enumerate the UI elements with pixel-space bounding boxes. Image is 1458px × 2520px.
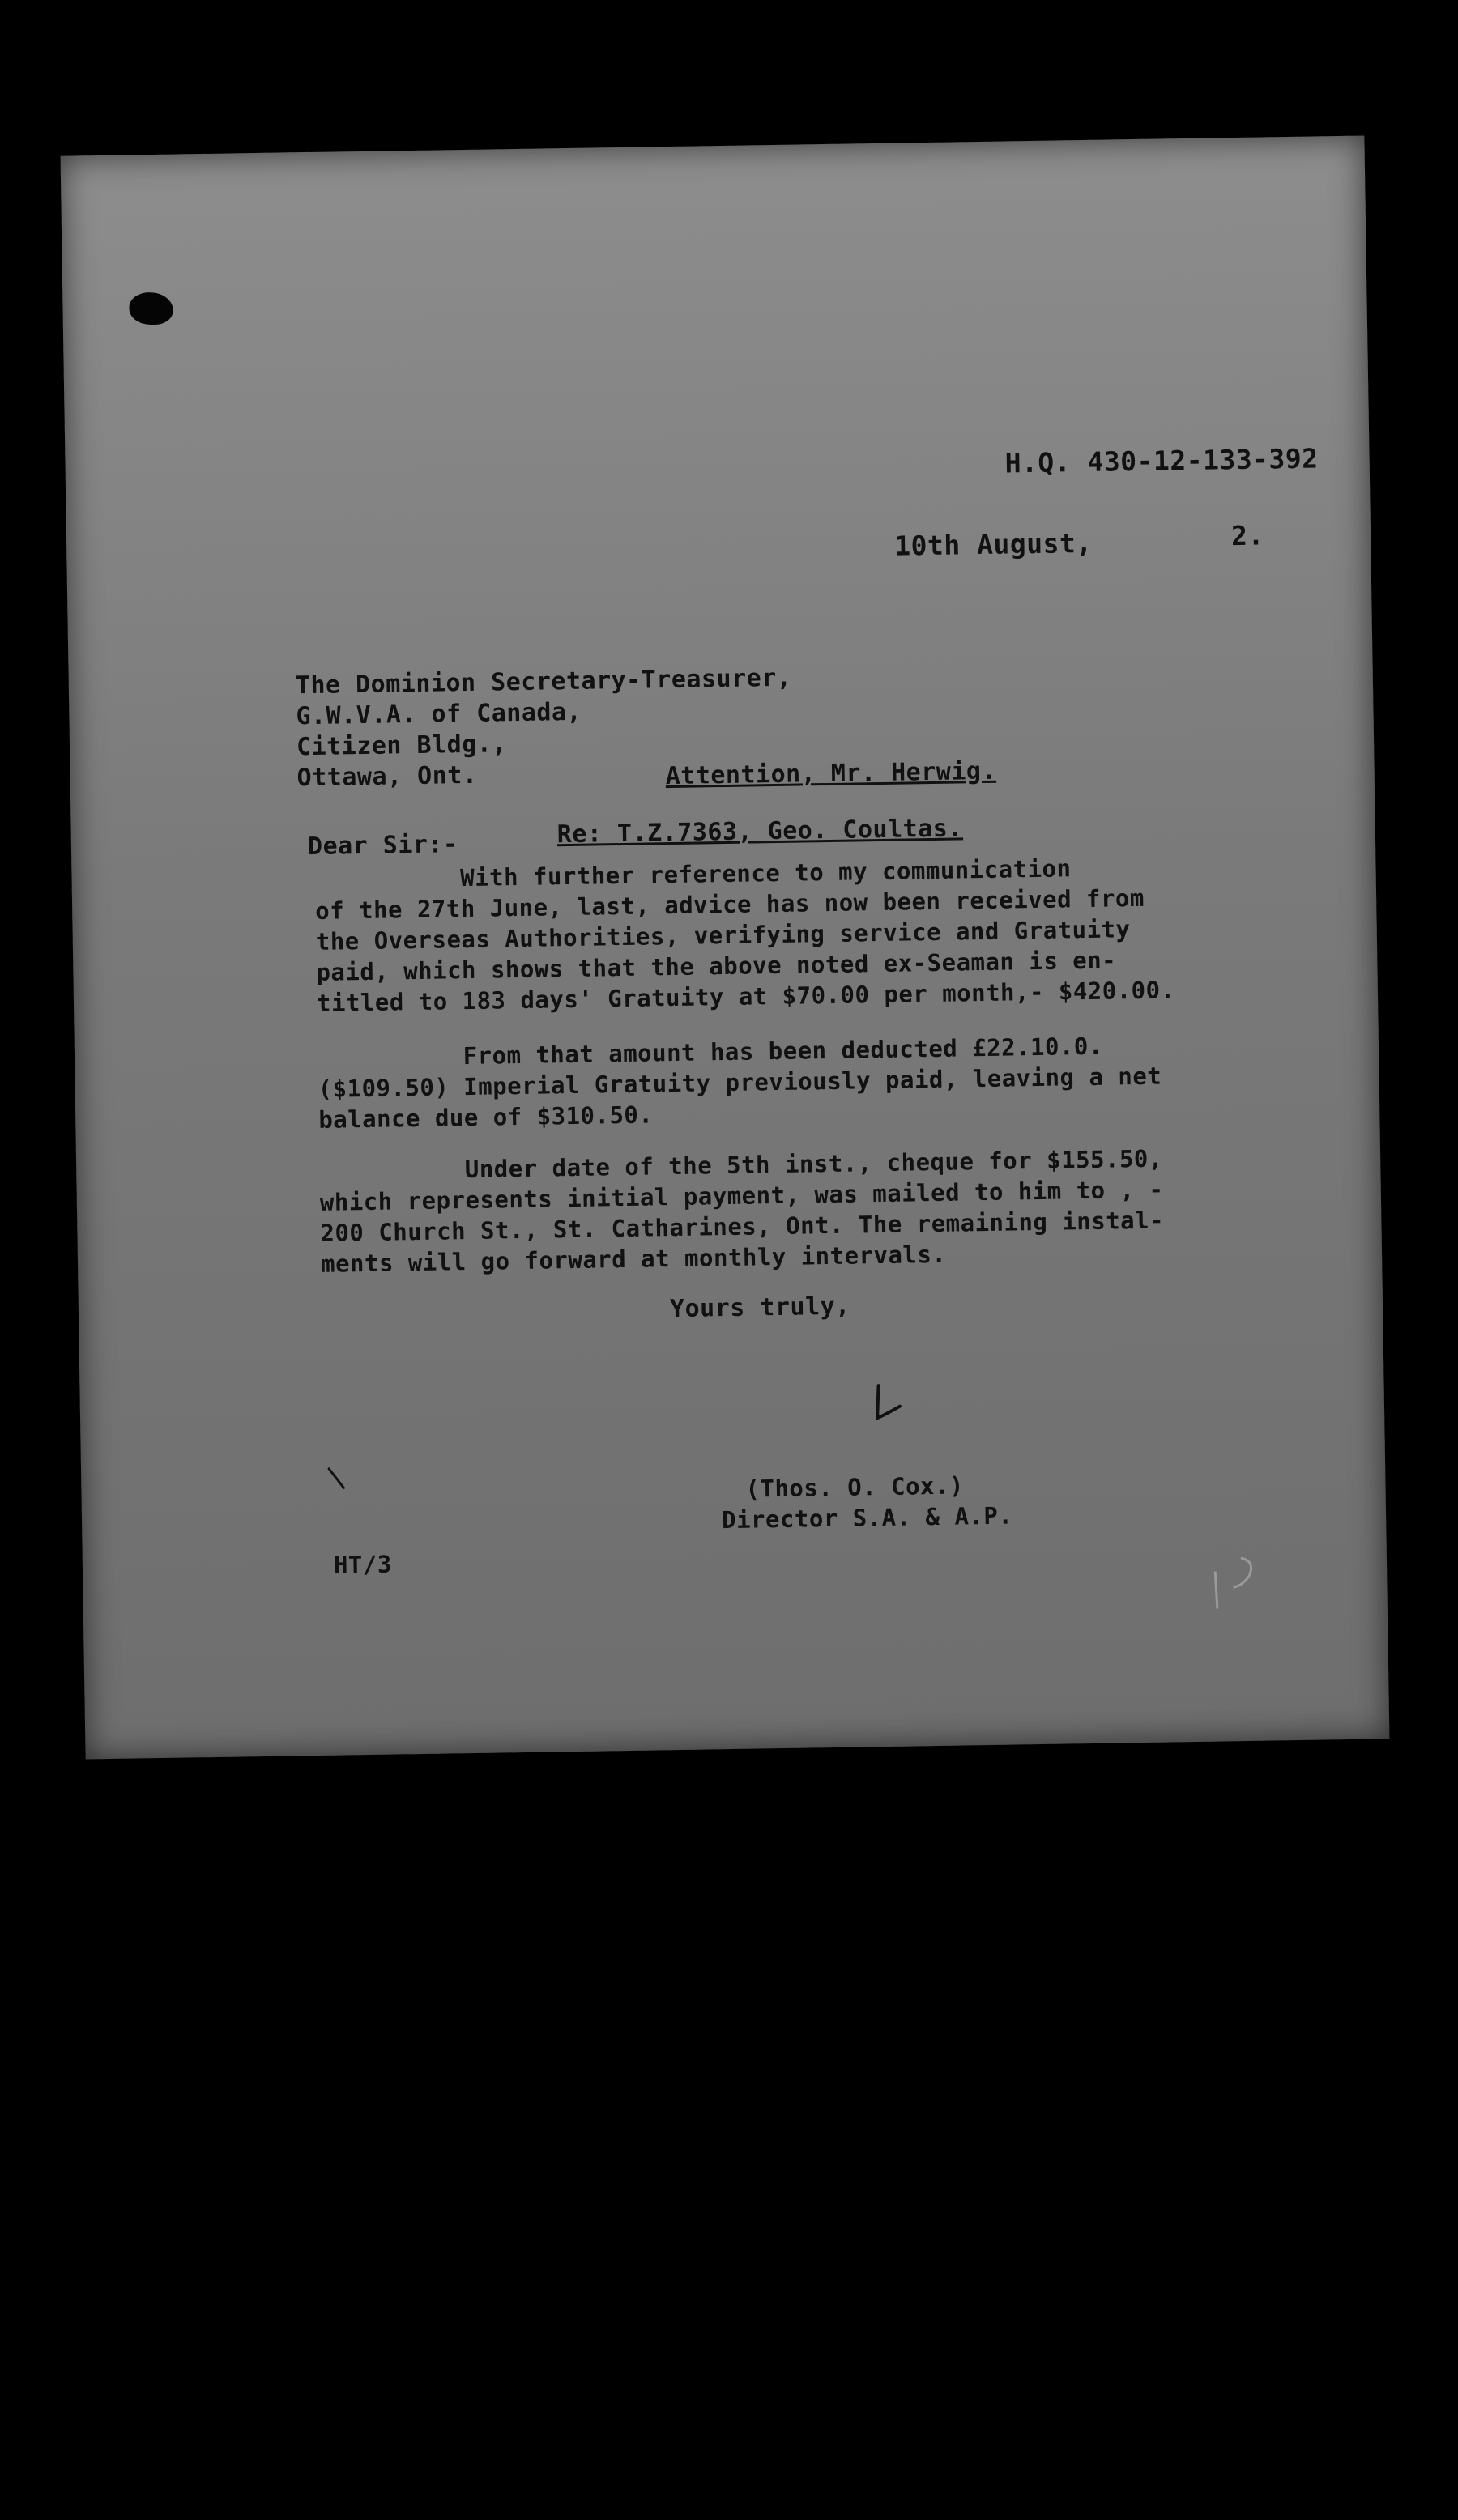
page-number: 2. xyxy=(1230,519,1265,552)
signer-name: (Thos. O. Cox.) xyxy=(745,1471,965,1503)
salutation: Dear Sir:- xyxy=(307,830,458,862)
letter-date: 10th August, xyxy=(893,526,1093,562)
pen-tick-mark xyxy=(326,1463,351,1492)
body-paragraph-3: Under date of the 5th inst., cheque for $155.50, which represents initial payment, was mailed to him to , - 200 Church St., St. Catharines, Ont. The remaining instal- ments will go forward at monthly intervals. xyxy=(319,1144,1165,1278)
body-paragraph-2: From that amount has been deducted £22.10.0. ($109.50) Imperial Gratuity previously paid, leaving a net balance due of $310.50. xyxy=(317,1032,1162,1134)
address-line: Citizen Bldg., xyxy=(296,730,508,762)
typist-initials: HT/3 xyxy=(333,1550,393,1579)
reference-number: H.Q. 430-12-133-392 xyxy=(1004,442,1319,479)
address-line: The Dominion Secretary-Treasurer, xyxy=(295,663,792,700)
address-line: Ottawa, Ont. xyxy=(296,760,478,793)
signature-mark xyxy=(867,1382,905,1428)
address-line: G.W.V.A. of Canada, xyxy=(296,697,582,731)
signer-title: Director S.A. & A.P. xyxy=(721,1501,1013,1535)
punch-hole xyxy=(129,292,173,326)
letter-page xyxy=(61,135,1390,1759)
attention-line: Attention, Mr. Herwig. xyxy=(665,756,997,791)
closing: Yours truly, xyxy=(669,1292,851,1324)
pencil-mark xyxy=(1209,1547,1266,1612)
body-paragraph-1: With further reference to my communication of the 27th June, last, advice has now been received from the Overseas Authorities, verifying service and Gratuity paid, which shows that the above noted ex-Seaman is en- titled to 183 days' Gratuity at $70.00 per month,- $420.00. xyxy=(314,854,1175,1017)
subject-line: Re: T.Z.7363, Geo. Coultas. xyxy=(556,814,964,849)
